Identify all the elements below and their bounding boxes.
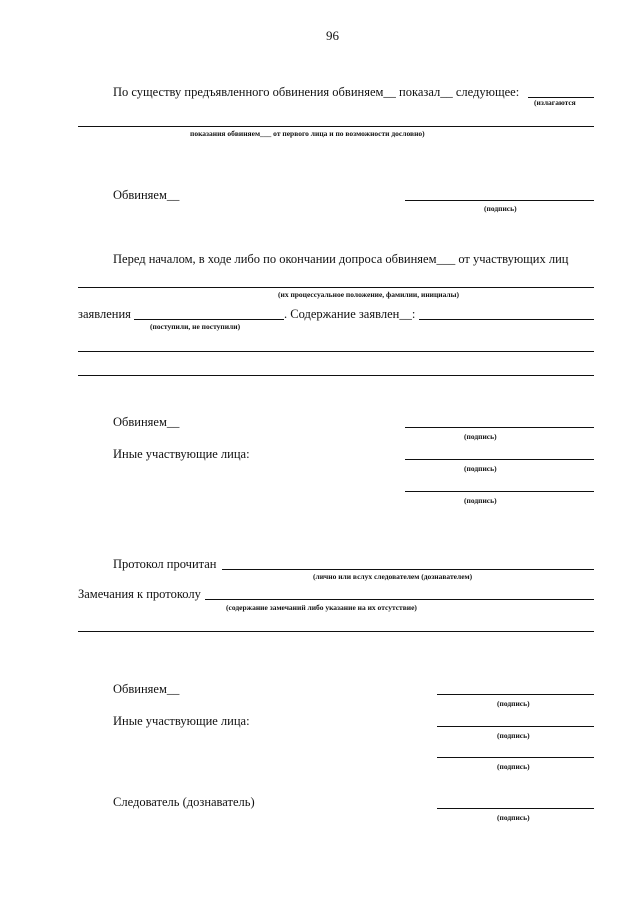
participants-hint: (их процессуальное положение, фамилии, инициалы) <box>278 290 459 299</box>
accused-signature-label-3: Обвиняем__ <box>113 682 180 696</box>
accused-signature-line-2[interactable] <box>405 427 594 428</box>
protocol-remarks-line-2[interactable] <box>78 631 594 632</box>
testimony-line[interactable] <box>78 126 594 127</box>
statements-content-line-3[interactable] <box>78 375 594 376</box>
testimony-intro-text: По существу предъявленного обвинения обвиняем__ показал__ следующее: <box>113 85 520 99</box>
protocol-remarks-line[interactable] <box>205 599 594 600</box>
protocol-read-label: Протокол прочитан <box>113 557 217 571</box>
statements-content-label: . Содержание заявлен__: <box>284 307 416 321</box>
investigator-signature-hint: (подпись) <box>497 813 530 822</box>
other-participant-signature-hint-1: (подпись) <box>464 464 497 473</box>
investigator-label: Следователь (дознаватель) <box>113 795 255 809</box>
statements-intro-text: Перед началом, в ходе либо по окончании допроса обвиняем___ от участвующих лиц <box>113 252 569 266</box>
other-participant-signature-line-4[interactable] <box>437 757 594 758</box>
other-participant-signature-hint-3: (подпись) <box>497 731 530 740</box>
testimony-hint-right: (излагаются <box>534 98 576 107</box>
protocol-remarks-label: Замечания к протоколу <box>78 587 201 601</box>
accused-signature-hint-2: (подпись) <box>464 432 497 441</box>
statements-content-line-2[interactable] <box>78 351 594 352</box>
statements-content-line[interactable] <box>419 319 594 320</box>
accused-signature-label-2: Обвиняем__ <box>113 415 180 429</box>
other-participant-signature-hint-4: (подпись) <box>497 762 530 771</box>
other-participant-signature-hint-2: (подпись) <box>464 496 497 505</box>
statements-received-line[interactable] <box>134 319 284 320</box>
accused-signature-hint-3: (подпись) <box>497 699 530 708</box>
participants-line[interactable] <box>78 287 594 288</box>
statements-label: заявления <box>78 307 131 321</box>
other-participants-label: Иные участвующие лица: <box>113 447 250 461</box>
other-participants-label-2: Иные участвующие лица: <box>113 714 250 728</box>
accused-signature-hint: (подпись) <box>484 204 517 213</box>
page-number: 96 <box>326 28 339 43</box>
other-participant-signature-line-3[interactable] <box>437 726 594 727</box>
testimony-hint-center: показания обвиняем___ от первого лица и по возможности дословно) <box>190 129 425 138</box>
protocol-read-line[interactable] <box>222 569 594 570</box>
protocol-read-hint: (лично или вслух следователем (дознавателем) <box>313 572 473 581</box>
investigator-signature-line[interactable] <box>437 808 594 809</box>
accused-signature-line-3[interactable] <box>437 694 594 695</box>
accused-signature-label: Обвиняем__ <box>113 188 180 202</box>
other-participant-signature-line-1[interactable] <box>405 459 594 460</box>
protocol-remarks-hint: (содержание замечаний либо указание на их отсутствие) <box>226 603 417 612</box>
accused-signature-line[interactable] <box>405 200 594 201</box>
other-participant-signature-line-2[interactable] <box>405 491 594 492</box>
statements-received-hint: (поступили, не поступили) <box>150 322 241 331</box>
